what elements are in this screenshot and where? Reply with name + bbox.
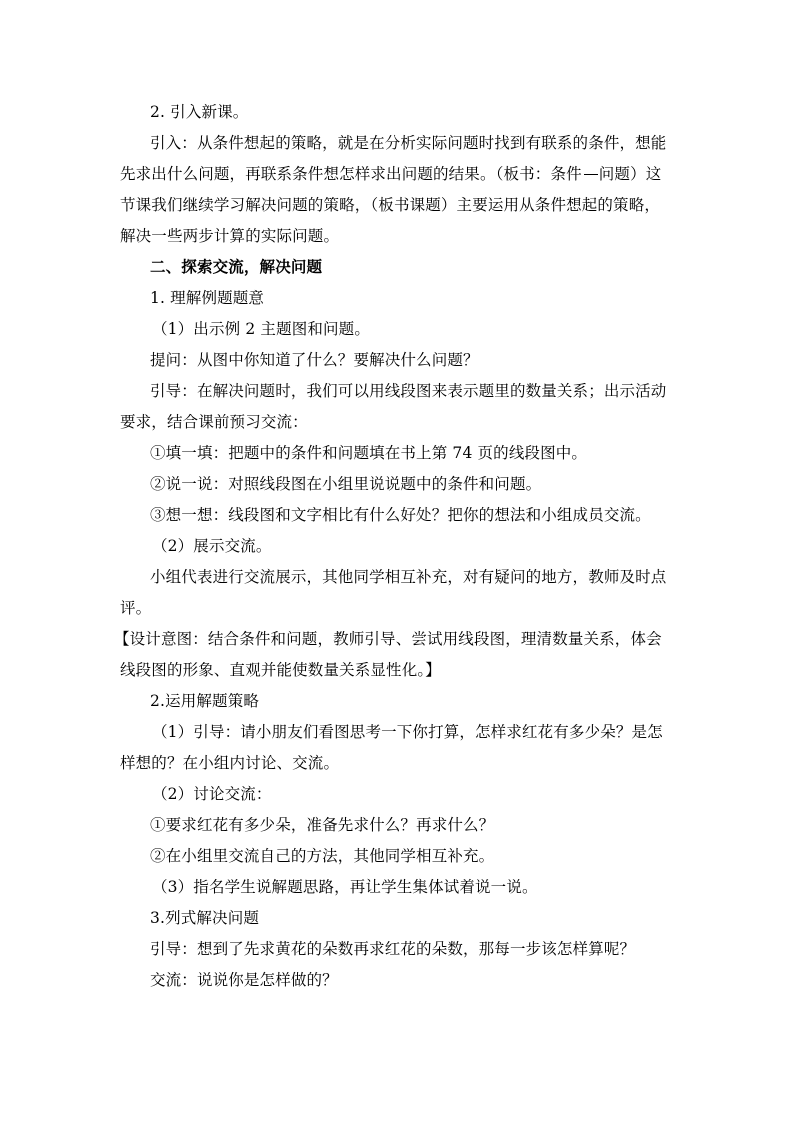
design-intent-note: 【设计意图：结合条件和问题，教师引导、尝试用线段图，理清数量关系，体会 (114, 630, 662, 648)
paragraph-line: 交流：说说你是怎样做的？ (150, 971, 338, 989)
board-note-text-before: 先求出什么问题，再联系条件想怎样求出问题的结果。（板书：条件 (120, 165, 582, 183)
board-note-connector-line (584, 174, 598, 175)
list-item: ③想一想：线段图和文字相比有什么好处？把你的想法和小组成员交流。 (150, 506, 651, 524)
list-item: （2）展示交流。 (152, 537, 272, 555)
list-item: ②说一说：对照线段图在小组里说说题中的条件和问题。 (150, 475, 542, 493)
paragraph-line: 引导：想到了先求黄花的朵数再求红花的朵数，那每一步该怎样算呢？ (150, 940, 636, 958)
paragraph-line: 提问：从图中你知道了什么？要解决什么问题？ (150, 351, 479, 369)
subheading-apply-strategy: 2.运用解题策略 (150, 692, 259, 710)
paragraph-line: 评。 (120, 599, 152, 617)
paragraph-line: 节课我们继续学习解决问题的策略，（板书课题）主要运用从条件想起的策略， (120, 196, 661, 214)
list-item: （3）指名学生说解题思路，再让学生集体试着说一说。 (152, 878, 538, 896)
subheading-solve-problem: 3.列式解决问题 (150, 909, 259, 927)
paragraph-line: 小组代表进行交流展示，其他同学相互补充，对有疑问的地方，教师及时点 (150, 568, 667, 586)
paragraph-line: 解决一些两步计算的实际问题。 (120, 227, 340, 245)
paragraph-line-with-board-note (120, 164, 661, 184)
paragraph-line: 引入：从条件想起的策略，就是在分析实际问题时找到有联系的条件，想能 (150, 134, 667, 152)
heading-introduce-new-lesson: 2. 引入新课。 (150, 103, 249, 121)
list-item: （1）引导：请小朋友们看图思考一下你打算，怎样求红花有多少朵？是怎 (152, 723, 663, 741)
paragraph-line: 样想的？在小组内讨论、交流。 (120, 754, 340, 772)
section-heading-explore: 二、探索交流，解决问题 (150, 257, 323, 276)
design-intent-note: 线段图的形象、直观并能使数量关系显性化。】 (120, 661, 441, 679)
list-item: （2）讨论交流： (152, 785, 272, 803)
board-note-text-after: 问题）这 (598, 165, 662, 183)
list-item: ①要求红花有多少朵，准备先求什么？再求什么？ (150, 816, 495, 834)
list-item: ②在小组里交流自己的方法，其他同学相互补充。 (150, 847, 495, 865)
paragraph-line: 引导：在解决问题时，我们可以用线段图来表示题里的数量关系；出示活动 (150, 382, 667, 400)
list-item: （1）出示例 2 主题图和问题。 (152, 320, 370, 338)
subheading-understand-example: 1. 理解例题题意 (150, 289, 265, 307)
list-item: ①填一填：把题中的条件和问题填在书上第 74 页的线段图中。 (150, 444, 588, 462)
paragraph-line: 要求，结合课前预习交流： (120, 413, 308, 431)
